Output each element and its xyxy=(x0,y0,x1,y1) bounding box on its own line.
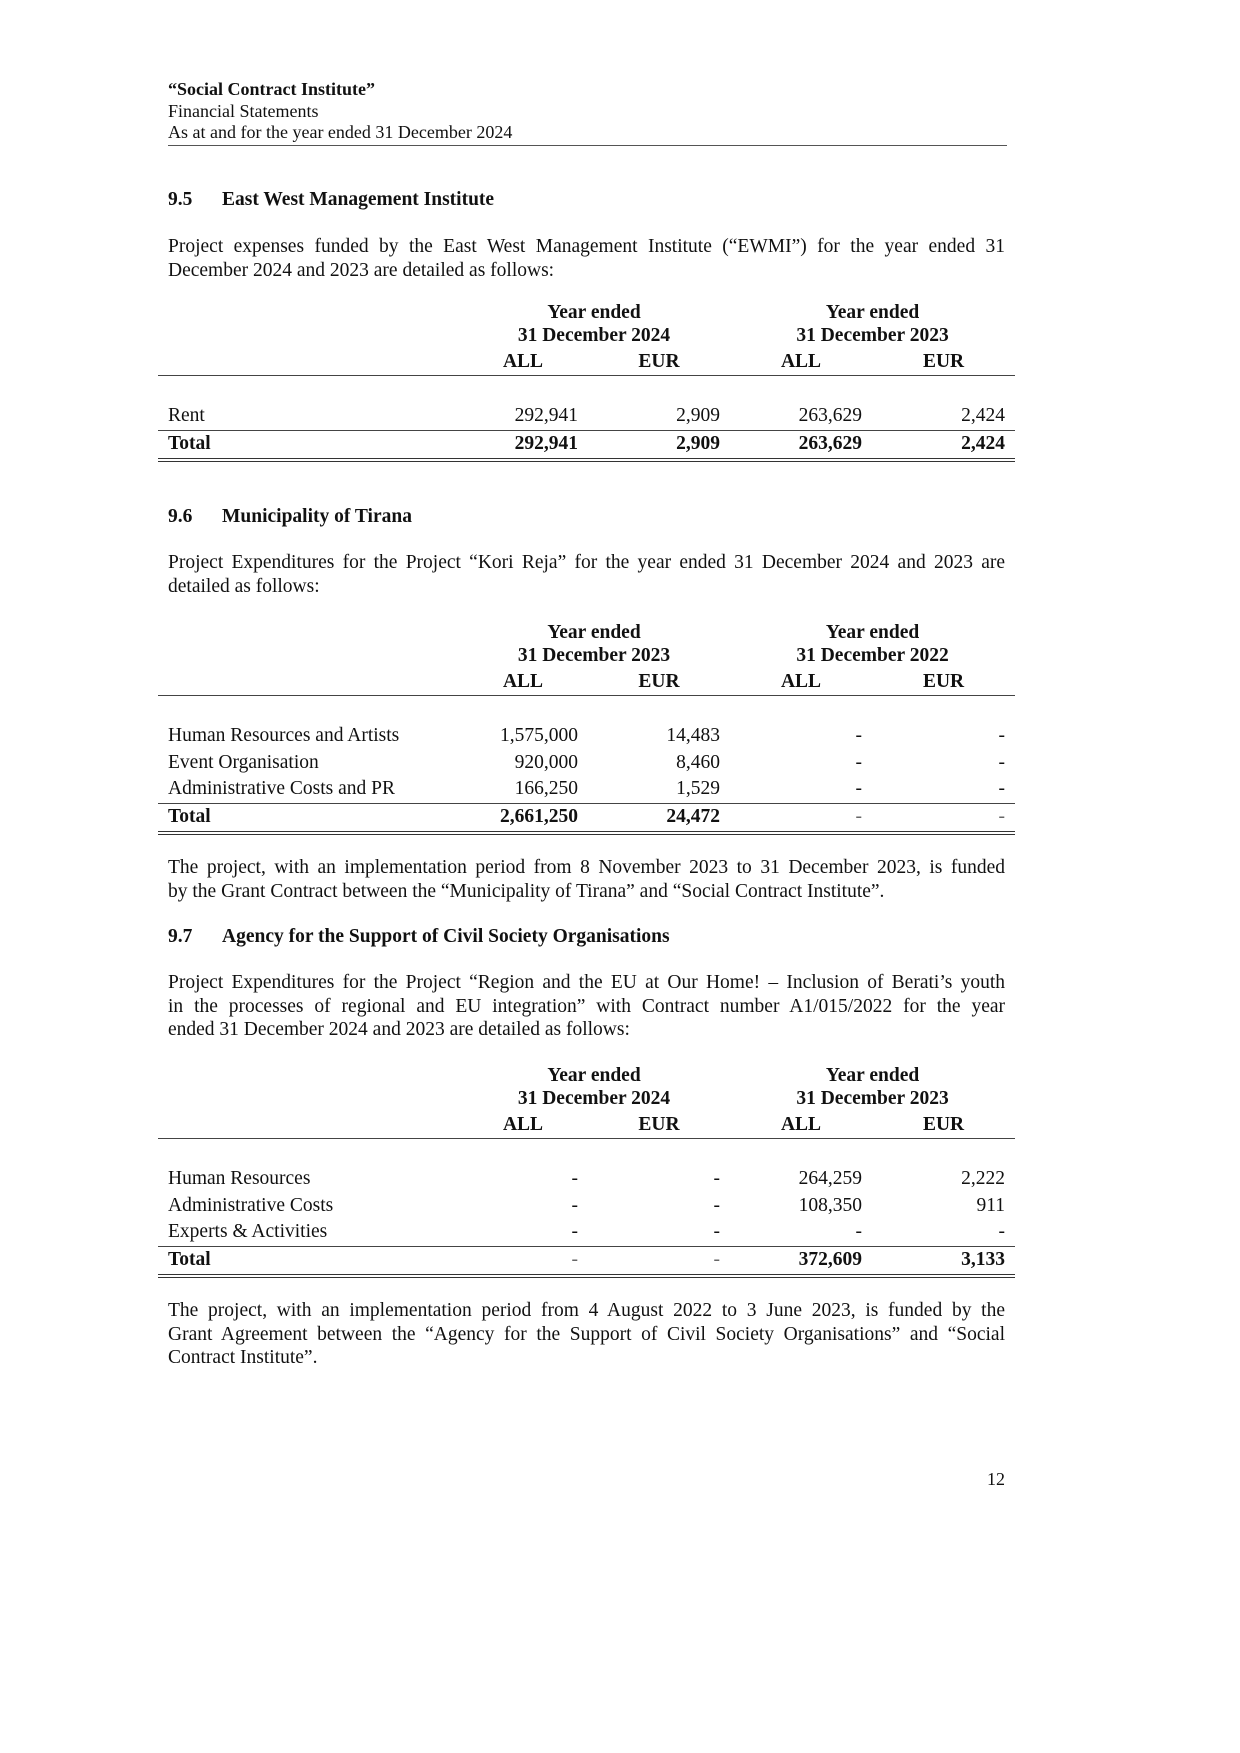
cell-value: - xyxy=(872,776,1015,803)
paragraph-line: in the processes of regional and EU integration” with Contract number A1/015/2022 for the year xyxy=(168,995,1005,1017)
section-title: East West Management Institute xyxy=(222,189,495,210)
row-label: Event Organisation xyxy=(168,751,319,773)
total-value: - xyxy=(588,1246,730,1276)
paragraph-line: by the Grant Contract between the “Municipality of Tirana” and “Social Contract Institute”. xyxy=(168,880,885,902)
cell-value: 166,250 xyxy=(458,776,588,803)
cell-value: - xyxy=(998,725,1006,747)
total-label: Total xyxy=(158,1246,458,1276)
total-value: 2,909 xyxy=(588,430,730,460)
cell-value: - xyxy=(713,1168,721,1190)
currency-header: EUR xyxy=(588,1111,730,1139)
row-label: Human Resources and Artists xyxy=(168,725,400,747)
currency-header: EUR xyxy=(588,668,730,696)
cell-value: 2,424 xyxy=(872,403,1015,430)
column-group-label: Year ended xyxy=(825,1064,920,1086)
header-org: “Social Contract Institute” xyxy=(168,79,375,99)
intro-paragraph xyxy=(168,971,1005,1042)
cell-value: - xyxy=(855,751,863,773)
cell-value: - xyxy=(571,1168,578,1190)
paragraph-line: Project expenses funded by the East West Management Institute (“EWMI”) for the year ended 31 xyxy=(168,236,1005,257)
total-row xyxy=(158,1246,1015,1276)
currency-header: EUR xyxy=(872,1111,1015,1139)
paragraph-line: December 2024 and 2023 are detailed as follows: xyxy=(168,259,555,281)
cell-value: - xyxy=(458,1219,588,1246)
cell-value: - xyxy=(730,1219,872,1246)
header-doc: Financial Statements xyxy=(168,100,319,121)
cell-value: 263,629 xyxy=(730,403,872,430)
table-row xyxy=(158,403,1015,430)
paragraph-line: detailed as follows: xyxy=(168,575,320,597)
column-group-date: 31 December 2023 xyxy=(517,645,671,666)
expense-table xyxy=(158,301,1015,462)
column-group-date: 31 December 2023 xyxy=(796,325,949,346)
cell-value: 264,259 xyxy=(798,1168,863,1190)
currency-header: ALL xyxy=(730,348,872,376)
paragraph-line: Project Expenditures for the Project “Region and the EU at Our Home! – Inclusion of Berati’s youth xyxy=(168,972,1005,993)
total-label: Total xyxy=(158,803,458,833)
cell-value: 920,000 xyxy=(514,751,578,773)
section-number: 9.6 xyxy=(168,506,193,527)
column-group-date: 31 December 2023 xyxy=(796,1088,949,1109)
cell-value: 292,941 xyxy=(458,403,588,430)
currency-header: EUR xyxy=(872,668,1015,696)
table-row xyxy=(158,1193,1015,1220)
section-heading-9-6 xyxy=(168,506,412,528)
page-header xyxy=(168,79,1007,146)
row-label: Experts & Activities xyxy=(158,1219,458,1246)
cell-value: - xyxy=(730,776,872,803)
currency-header: ALL xyxy=(458,348,588,376)
paragraph-line: ended 31 December 2024 and 2023 are detailed as follows: xyxy=(168,1019,630,1041)
total-value: 24,472 xyxy=(588,803,730,833)
section-heading-9-7 xyxy=(168,926,670,948)
total-value: - xyxy=(872,803,1015,833)
currency-header: ALL xyxy=(730,1111,872,1139)
cell-value: 911 xyxy=(976,1194,1006,1216)
total-value: - xyxy=(458,1246,588,1276)
paragraph-line: Contract Institute”. xyxy=(168,1347,318,1369)
column-group-label: Year ended xyxy=(547,621,641,643)
column-group-label: Year ended xyxy=(547,1064,641,1086)
cell-value: 108,350 xyxy=(798,1194,863,1216)
expense-table xyxy=(158,621,1015,835)
funding-note-paragraph xyxy=(168,856,1005,903)
cell-value: 2,909 xyxy=(588,403,730,430)
column-group-date: 31 December 2022 xyxy=(796,645,949,666)
row-label: Administrative Costs and PR xyxy=(158,776,458,803)
page-number: 12 xyxy=(987,1469,1005,1489)
table-row xyxy=(158,1219,1015,1246)
intro-paragraph xyxy=(168,235,1005,282)
column-group-label: Year ended xyxy=(825,301,920,323)
expense-table xyxy=(158,1064,1015,1278)
cell-value: - xyxy=(713,1194,721,1216)
cell-value: - xyxy=(571,1194,578,1216)
total-value: 263,629 xyxy=(730,430,872,460)
paragraph-line: Grant Agreement between the “Agency for the Support of Civil Society Organisations” and “Social xyxy=(168,1323,1005,1345)
total-value: 292,941 xyxy=(458,430,588,460)
currency-header: ALL xyxy=(458,668,588,696)
currency-header: ALL xyxy=(730,668,872,696)
header-period: As at and for the year ended 31 December 2024 xyxy=(168,122,513,142)
paragraph-line: The project, with an implementation period from 4 August 2022 to 3 June 2023, is funded by the xyxy=(168,1300,1005,1321)
total-row xyxy=(158,430,1015,460)
column-group-date: 31 December 2024 xyxy=(517,1088,671,1109)
cell-value: 1,529 xyxy=(588,776,730,803)
cell-value: 14,483 xyxy=(666,725,721,747)
section-heading-9-5 xyxy=(168,189,494,211)
cell-value: - xyxy=(998,751,1006,773)
currency-header: ALL xyxy=(458,1111,588,1139)
total-value: 372,609 xyxy=(730,1246,872,1276)
cell-value: 8,460 xyxy=(676,751,721,773)
currency-header: EUR xyxy=(872,348,1015,376)
table-row xyxy=(158,1166,1015,1193)
row-label: Human Resources xyxy=(168,1168,311,1190)
column-group-label: Year ended xyxy=(547,301,641,323)
cell-value: - xyxy=(588,1219,730,1246)
column-group-label: Year ended xyxy=(825,621,920,643)
funding-note-paragraph xyxy=(168,1299,1005,1370)
cell-value: - xyxy=(872,1219,1015,1246)
table-row xyxy=(158,750,1015,777)
section-number: 9.7 xyxy=(168,926,193,947)
row-label: Rent xyxy=(158,403,458,430)
section-number: 9.5 xyxy=(168,189,193,210)
cell-value: 2,222 xyxy=(961,1168,1006,1190)
cell-value: - xyxy=(855,725,863,747)
total-row xyxy=(158,803,1015,833)
total-value: 3,133 xyxy=(872,1246,1015,1276)
paragraph-line: The project, with an implementation period from 8 November 2023 to 31 December 2023, is funded xyxy=(168,857,1005,878)
total-label: Total xyxy=(158,430,458,460)
table-row xyxy=(158,723,1015,750)
total-value: - xyxy=(730,803,872,833)
row-label: Administrative Costs xyxy=(168,1194,334,1216)
paragraph-line: Project Expenditures for the Project “Kori Reja” for the year ended 31 December 2024 and 2023 are xyxy=(168,552,1005,573)
intro-paragraph xyxy=(168,551,1005,598)
total-value: 2,424 xyxy=(872,430,1015,460)
currency-header: EUR xyxy=(588,348,730,376)
table-row xyxy=(158,776,1015,803)
section-title: Municipality of Tirana xyxy=(222,506,412,527)
column-group-date: 31 December 2024 xyxy=(517,325,671,346)
cell-value: 1,575,000 xyxy=(500,725,578,747)
section-title: Agency for the Support of Civil Society Organisations xyxy=(222,926,670,947)
total-value: 2,661,250 xyxy=(458,803,588,833)
